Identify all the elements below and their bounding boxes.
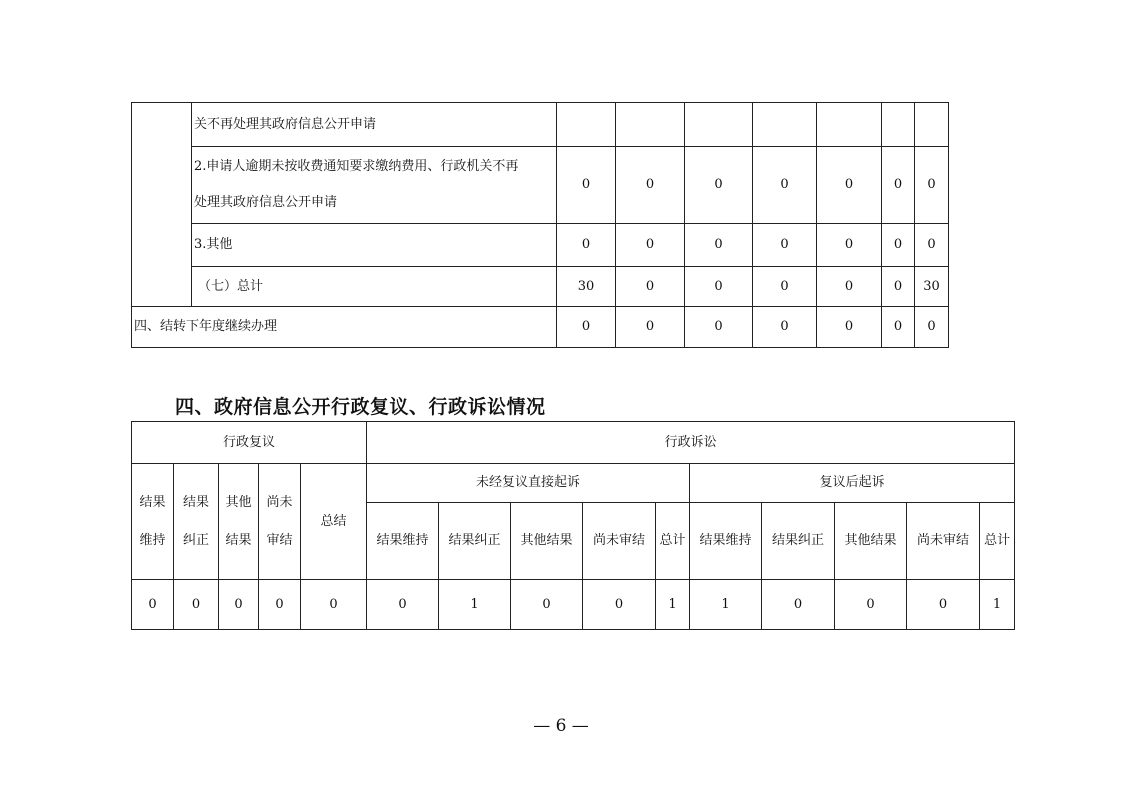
table-row: [132, 464, 1015, 503]
header-lit-col: 结果纠正: [439, 503, 511, 580]
table-row: [132, 147, 949, 224]
cell: 0: [882, 147, 915, 224]
cell: [817, 103, 882, 147]
table-row: [132, 580, 1015, 630]
header-lit-col: 结果纠正: [762, 503, 835, 580]
cell: 0: [753, 307, 817, 348]
cell: 0: [817, 267, 882, 307]
cell: 1: [656, 580, 690, 630]
header-direct-litigation: 未经复议直接起诉: [367, 464, 690, 503]
cell: 0: [685, 307, 753, 348]
cell: [915, 103, 949, 147]
header-review-col: [219, 464, 259, 580]
table-row: [132, 267, 949, 307]
cell: 0: [907, 580, 980, 630]
cell: 30: [557, 267, 616, 307]
cell: 0: [301, 580, 367, 630]
cell: [557, 103, 616, 147]
row-label: 关不再处理其政府信息公开申请: [192, 103, 557, 147]
header-admin-litigation: 行政诉讼: [367, 422, 1015, 464]
header-line: 其他: [225, 494, 252, 510]
row-label-line: 处理其政府信息公开申请: [194, 195, 338, 210]
cell: 0: [557, 147, 616, 224]
cell: 0: [753, 147, 817, 224]
header-line: 审结: [266, 532, 293, 548]
cell: [753, 103, 817, 147]
header-line: 尚未: [266, 494, 293, 510]
cell: [685, 103, 753, 147]
header-lit-col: 总计: [656, 503, 690, 580]
cell: 1: [439, 580, 511, 630]
table-row: [132, 224, 949, 267]
header-review-total: 总结: [301, 464, 367, 580]
row-label: [192, 147, 557, 224]
cell: 0: [219, 580, 259, 630]
cell: 1: [690, 580, 762, 630]
header-lit-col: 其他结果: [511, 503, 583, 580]
header-lit-col: 尚未审结: [583, 503, 656, 580]
cell: 0: [616, 307, 685, 348]
row-label: （七）总计: [192, 267, 557, 307]
header-after-review-litigation: 复议后起诉: [690, 464, 1015, 503]
cell: 0: [557, 224, 616, 267]
cell: 0: [259, 580, 301, 630]
header-lit-col: 其他结果: [835, 503, 907, 580]
table-row: [132, 422, 1015, 464]
cell: 0: [882, 307, 915, 348]
cell: 0: [557, 307, 616, 348]
header-line: 纠正: [182, 532, 209, 548]
cell: [882, 103, 915, 147]
cell: 0: [817, 307, 882, 348]
cell: 0: [882, 224, 915, 267]
merged-category-cell: [132, 103, 192, 307]
cell: 0: [685, 267, 753, 307]
cell: [616, 103, 685, 147]
cell: 0: [817, 224, 882, 267]
header-line: 结果: [225, 532, 252, 548]
cell: 1: [980, 580, 1015, 630]
row-label: 四、结转下年度继续办理: [132, 307, 557, 348]
cell: 0: [685, 147, 753, 224]
cell: 0: [174, 580, 219, 630]
cell: 0: [616, 267, 685, 307]
cell: 0: [915, 307, 949, 348]
cell: 0: [817, 147, 882, 224]
header-lit-col: 总计: [980, 503, 1015, 580]
section-title: 四、政府信息公开行政复议、行政诉讼情况: [175, 396, 546, 418]
cell: 30: [915, 267, 949, 307]
cell: 0: [753, 224, 817, 267]
header-line: 维持: [139, 532, 166, 548]
header-lit-col: 结果维持: [367, 503, 439, 580]
table-row: [132, 103, 949, 147]
cell: 0: [835, 580, 907, 630]
row-label: 3.其他: [192, 224, 557, 267]
row-label-line: 2.申请人逾期未按收费通知要求缴纳费用、行政机关不再: [194, 159, 519, 174]
header-admin-review: 行政复议: [132, 422, 367, 464]
header-review-col: [132, 464, 174, 580]
header-line: 结果: [139, 494, 166, 510]
review-litigation-table: [131, 421, 1015, 630]
table-row: [132, 307, 949, 348]
cell: 0: [753, 267, 817, 307]
page-number: — 6 —: [533, 716, 589, 736]
cell: 0: [915, 224, 949, 267]
application-handling-table: [131, 102, 949, 348]
cell: 0: [511, 580, 583, 630]
cell: 0: [685, 224, 753, 267]
header-review-col: [259, 464, 301, 580]
cell: 0: [915, 147, 949, 224]
cell: 0: [762, 580, 835, 630]
header-lit-col: 尚未审结: [907, 503, 980, 580]
cell: 0: [132, 580, 174, 630]
header-line: 结果: [182, 494, 209, 510]
cell: 0: [616, 147, 685, 224]
header-lit-col: 结果维持: [690, 503, 762, 580]
cell: 0: [583, 580, 656, 630]
cell: 0: [882, 267, 915, 307]
header-review-col: [174, 464, 219, 580]
cell: 0: [616, 224, 685, 267]
cell: 0: [367, 580, 439, 630]
